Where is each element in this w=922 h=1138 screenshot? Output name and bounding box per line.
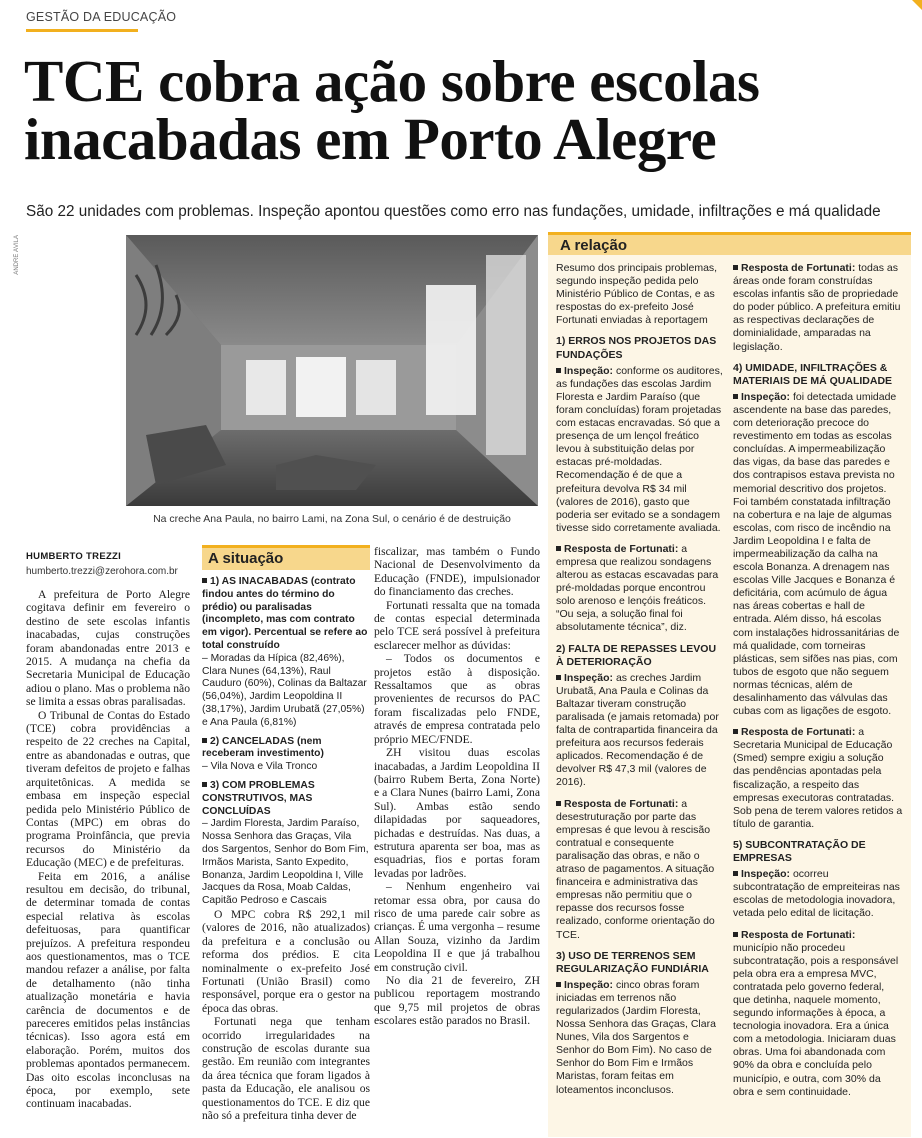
situacao-content [202, 576, 370, 908]
situacao-bar [202, 545, 370, 570]
paragraph: ZH visitou duas escolas inacabadas, a Jardim Leopoldina II (bairro Rubem Berta, Zona Norte) e a Clara Nunes (bairro Lami, Zona Sul). Ambas estão sendo dilapidadas por saqueadores, pichadas e destruídas. Nas duas, a estrutura aparenta ser boa, mas as esquadrias, fios e portas foram levadas por ladrões. [374, 746, 540, 880]
relacao-s3-inspecao: cinco obras foram iniciadas em terrenos não regularizados (Jardim Floresta, Nossa Senhora das Graças, Clara Nunes, Vila dos Sargentos e Senhor do Bom Fim). No caso de Senhor do Bom Fim e Irmãos Maristas, foram feitas em loteamentos inconclusos. [556, 978, 716, 1096]
inspecao-label: Inspeção: [564, 364, 614, 377]
resposta-label: Resposta de Fortunati: [564, 797, 679, 810]
byline-email: humberto.trezzi@zerohora.com.br [26, 566, 178, 577]
relacao-column-2 [733, 262, 903, 1107]
relacao-s2-resposta: a desestruturação por parte das empresas é que levou à rescisão contratual e consequente paralisação das obras, e não o atraso de pagamentos. A situação financeira e administrativa das empresas não permitiu que o repasse dos recursos fosse realizado, conforme orientação do TCE. [556, 797, 715, 941]
resposta-label: Resposta de Fortunati: [741, 262, 856, 274]
situacao-box [202, 545, 370, 916]
resposta-label: Resposta de Fortunati: [564, 542, 679, 555]
relacao-s3-head: 3) USO DE TERRENOS SEM REGULARIZAÇÃO FUNDIÁRIA [556, 949, 709, 975]
relacao-s2-inspecao: as creches Jardim Urubatã, Ana Paula e Colinas da Baltazar tiveram construção paralisada (e jamais retomada) por falta de contrapartida financeira da prefeitura aos recursos federais aplicados. Recomendação é de devolver R$ 47,3 mil (valores de 2016). [556, 671, 719, 789]
relacao-s5-resposta: município não procedeu subcontratação, pois a responsável pela obra era a empresa MVC, contratada pelo governo federal, que detinha, naquele momento, segundo informações à época, a tecnologia inovadora. Era a única com a metodologia. Iniciaram duas obras. Uma foi abandonada com 90% da obra e concluída pelo município, e outra, com 30% da obra e sem continuidade. [733, 941, 899, 1098]
situacao-item3-body: – Jardim Floresta, Jardim Paraíso, Nossa Senhora das Graças, Vila dos Sargentos, Senhor do Bom Fim, Irmãos Marista, Santo Expedito, Bonanza, Jardim Leopoldina I, Ville Jacques da Rosa, Moab Caldas, Capitão Pedroso e Cascais [202, 818, 369, 907]
bullet-icon [733, 871, 738, 876]
relacao-s1-resposta: a empresa que realizou sondagens alterou as estacas escavadas para pré-moldadas porque encontrou solo arenoso e lençóis freáticos. “Ou seja, a solução final foi absolutamente técnica”, diz. [556, 542, 719, 634]
paragraph: Fortunati ressalta que na tomada de contas especial determinada pelo TCE será possível à prefeitura esclarecer melhor as dúvidas: [374, 598, 540, 652]
photo-abandoned-school [126, 235, 538, 506]
bullet-icon [202, 782, 207, 787]
paragraph: Fortunati nega que tenham ocorrido irregularidades na construção de escolas durante sua gestão. Em reunião com integrantes da área técnica que foram ligados à pasta da Educação, ele analisou os questionamentos do TCE. E diz que não só a prefeitura tinha dever de [202, 1015, 370, 1123]
deck: São 22 unidades com problemas. Inspeção apontou questões como erro nas fundações, umidade, infiltrações e má qualidade [26, 203, 881, 220]
bullet-icon [556, 675, 561, 680]
headline-line-2: inacabadas em Porto Alegre [24, 106, 717, 172]
resposta-label: Resposta de Fortunati: [741, 726, 856, 739]
relacao-s1-inspecao: conforme os auditores, as fundações das escolas Jardim Floresta e Jardim Paraíso (que foram concluídas) foram projetadas com estacas encravadas. Só que a presença de um lençol freático levou à substituição delas por estacas pré-moldadas. Recomendação é de que a prefeitura devolva R$ 34 mil (valores de 2016), gasto que poderia ser evitado se a sondagem tivesse sido corretamente avaliada. [556, 364, 723, 534]
paragraph: O MPC cobra R$ 292,1 mil (valores de 2016, não atualizados) da prefeitura e a conclusão ou reforma dos prédios. E cita nominalmente o ex-prefeito José Fortunati (União Brasil) como responsável, porque era o gestor na época das obras. [202, 908, 370, 1015]
headline [24, 48, 904, 172]
relacao-s4-inspecao: foi detectada umidade ascendente na base das paredes, com deterioração precoce do revestimento em todas as escolas concluídas. A impermeabilização das vigas, da base das paredes e dos contrapisos estava prevista no memorial descritivo dos projetos. Foi também constatada infiltração na cobertura e na laje de algumas escolas, com risco de incêndio na Jardim Leopoldina I e falta de impermeabilização da calha na escola Bonanza. A drenagem nas escolas Ville Jacques e Bonanza é deficitária, com acúmulo de água nas áreas cobertas e hall de entrada. Além disso, há escolas com instalações hidrossanitárias de má qualidade, com torneiras plásticas, sem sifões nas pias, com tubos de esgoto que não seguem normas técnicas, além de desalinhamento das válvulas das cubas com as ligações de esgoto. [733, 390, 900, 718]
photo-caption: Na creche Ana Paula, no bairro Lami, na Zona Sul, o cenário é de destruição [153, 513, 511, 525]
situacao-item1-head: 1) AS INACABADAS (contrato findou antes do término do prédio) ou paralisadas (incompleto, mas com contrato em vigor). Percentual se refere ao total construído [202, 576, 368, 651]
inspecao-label: Inspeção: [741, 868, 791, 881]
article-column-1 [26, 588, 190, 1111]
situacao-title: A situação [208, 550, 284, 567]
bullet-icon [556, 368, 561, 373]
bullet-icon [733, 265, 738, 270]
bullet-icon [202, 738, 207, 743]
section-rule [26, 29, 138, 32]
paragraph: O Tribunal de Contas do Estado (TCE) cobra providências a respeito de 22 creches na Capital, entre as abandonadas e outras, que tiveram defeitos de projeto e falhas arquitetônicas. A medida se embasa em inspeção especial pedida pelo Ministério Público de Contas (MPC) em obras do programa Proinfância, que previa recursos do Ministério da Educação (MEC) e de prefeituras. [26, 708, 190, 870]
relacao-s4-resposta: a Secretaria Municipal de Educação (Smed) sempre exigiu a solução das pendências apontadas pela fiscalização, a respeito das empresas executoras contratadas. Sob pena de terem valores retidos a título de garantia. [733, 726, 903, 830]
paragraph: – Todos os documentos e projetos estão à disposição. Ressaltamos que as obras provenientes de recursos do PAC foram fiscalizadas pelo FNDE, através de empresa contratada pelo próprio MEC/FNDE. [374, 652, 540, 746]
relacao-s2-head: 2) FALTA DE REPASSES LEVOU À DETERIORAÇÃO [556, 642, 717, 668]
paragraph: No dia 21 de fevereiro, ZH publicou reportagem mostrando que 9,75 mil projetos de obras escolares estão parados no Brasil. [374, 974, 540, 1028]
bullet-icon [556, 801, 561, 806]
relacao-intro: Resumo dos principais problemas, segundo inspeção pedida pelo Ministério Público de Contas, e as respostas do ex-prefeito José Fortunati enviadas à reportagem [556, 262, 718, 327]
relacao-s5-inspecao: ocorreu subcontratação de empreiteiras nas escolas de metodologia inovadora, vetada pelo edital de licitação. [733, 868, 900, 920]
situacao-item2-head: 2) CANCELADAS (nem receberam investimento) [202, 735, 324, 760]
inspecao-label: Inspeção: [564, 978, 614, 991]
paragraph: fiscalizar, mas também o Fundo Nacional de Desenvolvimento da Educação (FNDE), impulsionador do financiamento das creches. [374, 545, 540, 599]
article-column-3 [374, 545, 540, 1028]
relacao-s1-head: 1) ERROS NOS PROJETOS DAS FUNDAÇÕES [556, 335, 717, 361]
section-label: GESTÃO DA EDUCAÇÃO [26, 10, 177, 24]
byline: HUMBERTO TREZZI [26, 551, 122, 562]
relacao-column-1 [556, 262, 724, 1105]
bullet-icon [556, 546, 561, 551]
bullet-icon [556, 982, 561, 987]
relacao-title: A relação [560, 237, 627, 254]
bullet-icon [202, 578, 207, 583]
paragraph: A prefeitura de Porto Alegre cogitava definir em fevereiro o destino de sete escolas infantis inacabadas, cujas construções foram abandonadas entre 2013 e 2015. A mudança na chefia da Secretaria Municipal de Educação adiou o plano. Mas o problema não se limita a essas obras paralisadas. [26, 588, 190, 709]
bullet-icon [733, 932, 738, 937]
headline-line-1: TCE cobra ação sobre escolas [24, 48, 760, 114]
paragraph: – Nenhum engenheiro vai retomar essa obra, por causa do risco de uma parede cair sobre as crianças. É uma vergonha – resume Allan Souza, vizinho da Jardim Leopoldina II e que já trabalhou em construção civil. [374, 880, 540, 974]
situacao-item2-body: – Vila Nova e Vila Tronco [202, 761, 318, 773]
resposta-label: Resposta de Fortunati: [741, 928, 856, 941]
relacao-s5-head: 5) SUBCONTRATAÇÃO DE EMPRESAS [733, 838, 866, 865]
situacao-item3-head: 3) COM PROBLEMAS CONSTRUTIVOS, MAS CONCLUÍDAS [202, 779, 315, 817]
bullet-icon [733, 729, 738, 734]
inspecao-label: Inspeção: [741, 390, 791, 403]
situacao-item1-body: – Moradas da Hípica (82,46%), Clara Nunes (64,13%), Raul Cauduro (60%), Colinas da Baltazar (56,04%), Jardim Leopoldina II (38,17%), Jardim Urubatã (27,05%) e Ana Paula (6,81%) [202, 652, 367, 728]
article-column-2 [202, 908, 370, 1123]
relacao-s3-resposta: todas as áreas onde foram construídas escolas infantis são de propriedade do poder público. A prefeitura emitiu as respectivas declarações de dominialidade, amparadas na legislação. [733, 262, 901, 353]
corner-marker [912, 0, 922, 10]
photo-credit: ANDRÉ ÁVILA [14, 235, 20, 275]
bullet-icon [733, 394, 738, 399]
paragraph: Feita em 2016, a análise resultou em decisão, do tribunal, de determinar tomada de contas especial relativa às escolas defeituosas, para quantificar prejuízos. A prefeitura respondeu aos questionamentos, mas o TCE mandou refazer a análise, por falta de detalhamento (não tinha atualização monetária e havia carência de documentos e de pareceres emitidos pelas instâncias técnicas). Isso agora está em elaboração. Porém, muitos dos problemas apontados permanecem. Das oito escolas inconclusas na época, por exemplo, sete continuam inacabadas. [26, 869, 190, 1111]
relacao-bar [548, 232, 911, 255]
relacao-s4-head: 4) UMIDADE, INFILTRAÇÕES & MATERIAIS DE MÁ QUALIDADE [733, 361, 893, 387]
inspecao-label: Inspeção: [564, 671, 614, 684]
photo-illustration [126, 235, 538, 506]
